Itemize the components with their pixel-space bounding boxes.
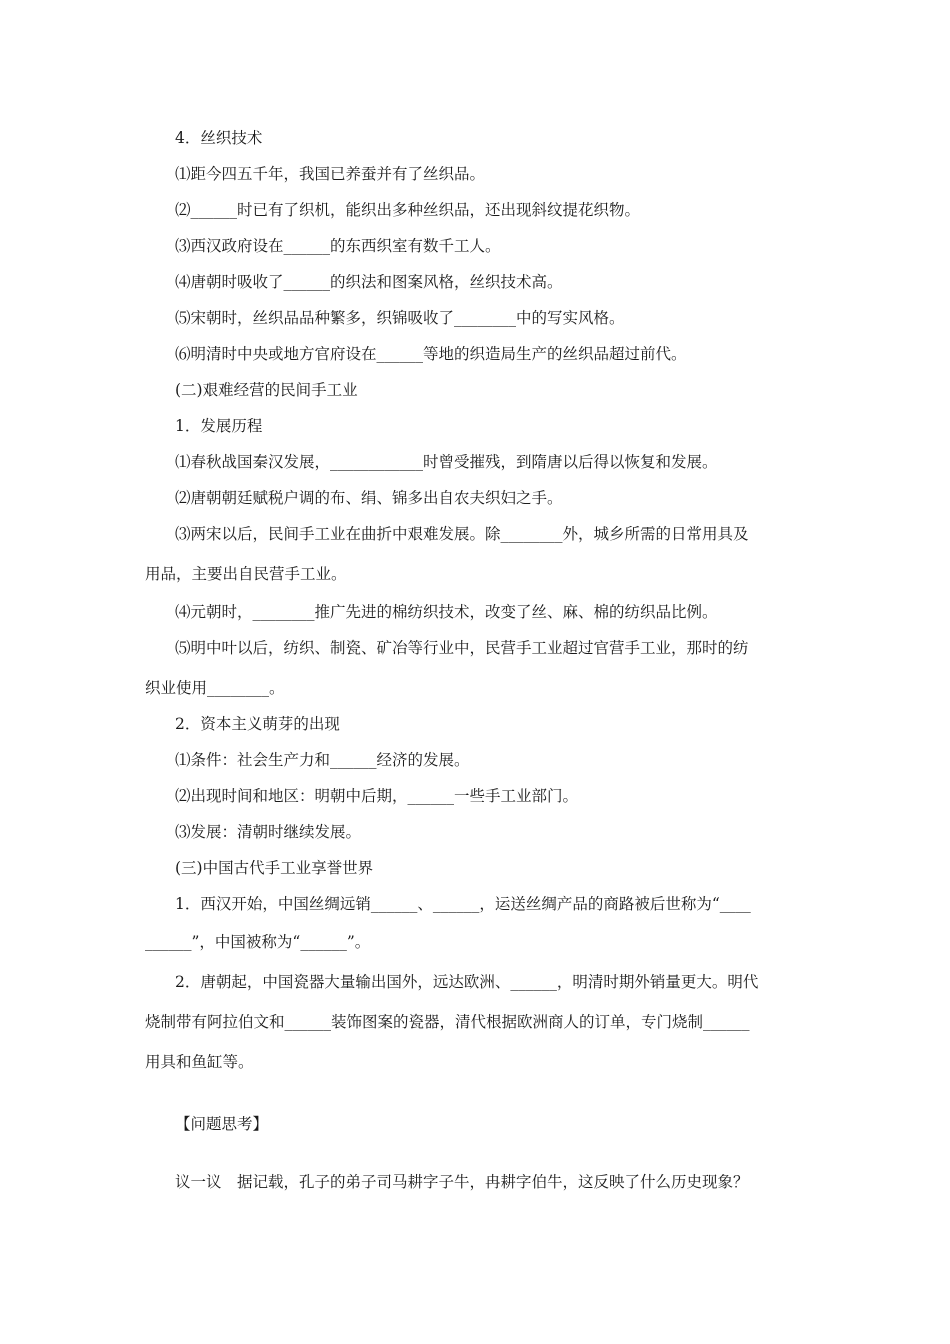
text-line: ⑵______时已有了织机，能织出多种丝织品，还出现斜纹提花织物。 <box>175 201 641 219</box>
section-heading: 4．丝织技术 <box>175 129 263 147</box>
text-line: 用具和鱼缸等。 <box>145 1053 254 1071</box>
question-heading: 【问题思考】 <box>175 1115 269 1133</box>
section-heading: (二)艰难经营的民间手工业 <box>175 381 358 399</box>
discussion-question: 议一议 据记载，孔子的弟子司马耕字子牛，冉耕字伯牛，这反映了什么历史现象？ <box>175 1173 749 1191</box>
text-line: ⑸宋朝时，丝织品品种繁多，织锦吸收了________中的写实风格。 <box>175 309 625 327</box>
text-line: ⑷唐朝时吸收了______的织法和图案风格，丝织技术高。 <box>175 273 563 291</box>
text-line: 织业使用________。 <box>145 679 285 697</box>
text-line: ⑸明中叶以后，纺织、制瓷、矿冶等行业中，民营手工业超过官营手工业，那时的纺 <box>175 639 749 657</box>
text-line: 1．西汉开始，中国丝绸远销______、______，运送丝绸产品的商路被后世称为“____ <box>175 895 751 913</box>
text-line: ⑶西汉政府设在______的东西织室有数千工人。 <box>175 237 501 255</box>
text-line: ⑶两宋以后，民间手工业在曲折中艰难发展。除________外，城乡所需的日常用具及 <box>175 525 749 543</box>
text-line: 2．唐朝起，中国瓷器大量输出国外，远达欧洲、______，明清时期外销量更大。明代 <box>175 973 759 991</box>
text-line: ⑵出现时间和地区：明朝中后期，______一些手工业部门。 <box>175 787 579 805</box>
section-heading: 2．资本主义萌芽的出现 <box>175 715 340 733</box>
text-line: ⑴条件：社会生产力和______经济的发展。 <box>175 751 470 769</box>
text-line: ______”，中国被称为“______”。 <box>145 933 371 951</box>
section-heading: (三)中国古代手工业享誉世界 <box>175 859 374 877</box>
text-line: 用品，主要出自民营手工业。 <box>145 565 347 583</box>
text-line: ⑴春秋战国秦汉发展，____________时曾受摧残，到隋唐以后得以恢复和发展。 <box>175 453 718 471</box>
text-line: ⑶发展：清朝时继续发展。 <box>175 823 362 841</box>
text-line: ⑴距今四五千年，我国已养蚕并有了丝织品。 <box>175 165 486 183</box>
section-heading: 1．发展历程 <box>175 417 263 435</box>
text-line: 烧制带有阿拉伯文和______装饰图案的瓷器，清代根据欧洲商人的订单，专门烧制______ <box>145 1013 750 1031</box>
text-line: ⑹明清时中央或地方官府设在______等地的织造局生产的丝织品超过前代。 <box>175 345 687 363</box>
text-line: ⑵唐朝朝廷赋税户调的布、绢、锦多出自农夫织妇之手。 <box>175 489 563 507</box>
text-line: ⑷元朝时，________推广先进的棉纺织技术，改变了丝、麻、棉的纺织品比例。 <box>175 603 718 621</box>
